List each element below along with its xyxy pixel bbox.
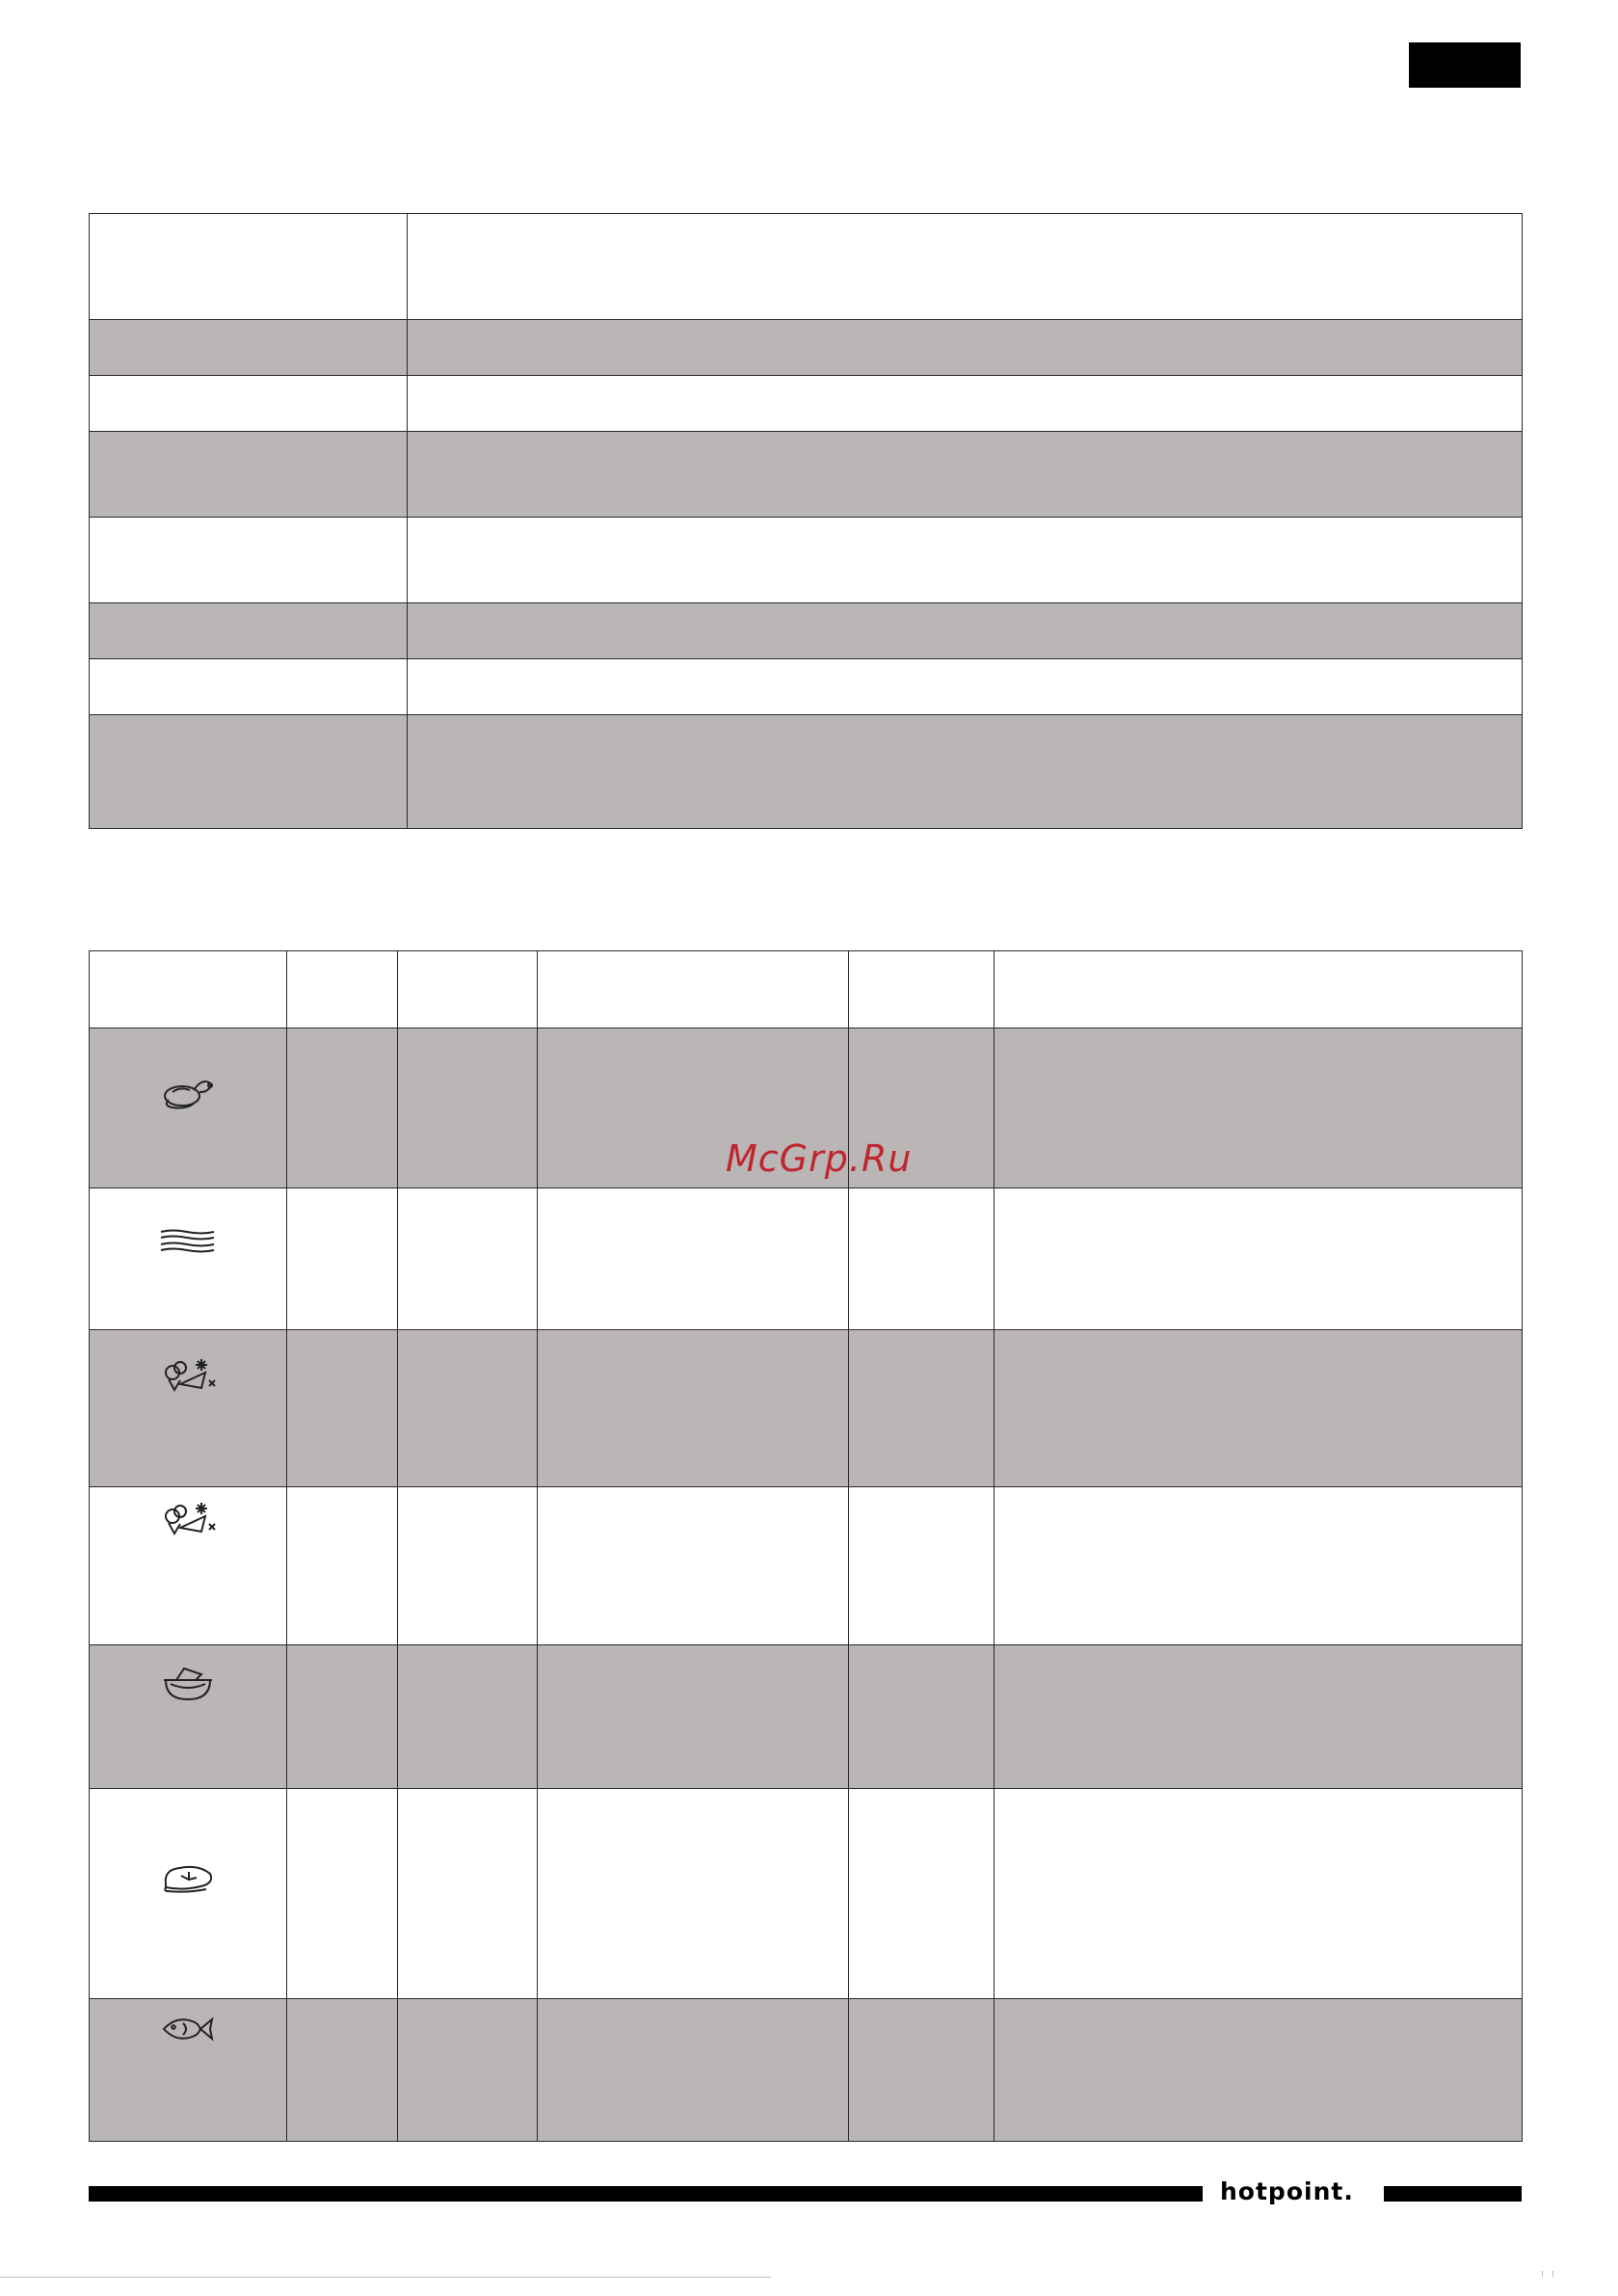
recipe-cell [995,1789,1523,1999]
recipe-row [90,1330,1523,1487]
recipe-cell [398,1028,538,1188]
recipe-cell [398,1188,538,1330]
settings-cell-text [408,603,1523,659]
recipe-cell [538,1188,849,1330]
recipe-icon-cell [90,1330,287,1487]
recipe-cell [287,1330,398,1487]
recipe-cell [398,1645,538,1789]
settings-cell-text [408,518,1523,603]
recipe-cell [398,1487,538,1645]
recipe-cell [849,1999,995,2142]
settings-cell-text [408,320,1523,376]
settings-row [90,518,1523,603]
recipe-cell [398,1330,538,1487]
footer-bar-right [1384,2186,1522,2202]
recipe-cell [287,1028,398,1188]
settings-row [90,320,1523,376]
recipe-cell [995,1487,1523,1645]
settings-cell-label [90,518,408,603]
frozen-vegetables-icon [159,1355,217,1394]
settings-row [90,214,1523,320]
watermark: McGrp.Ru [726,1137,913,1180]
settings-cell-text [408,376,1523,432]
settings-cell-label [90,376,408,432]
header-cell [90,951,287,1028]
recipe-row [90,1999,1523,2142]
recipe-row [90,1645,1523,1789]
recipe-cell [995,1188,1523,1330]
recipe-cell [287,1645,398,1789]
settings-cell-label [90,715,408,829]
recipe-icon-cell [90,1028,287,1188]
recipe-cell [849,1645,995,1789]
recipe-cell [538,1999,849,2142]
bacon-icon [158,1227,218,1256]
recipe-cell [995,1330,1523,1487]
recipe-icon-cell [90,1789,287,1999]
recipe-cell [538,1789,849,1999]
settings-table [89,213,1523,829]
recipe-cell [849,1330,995,1487]
header-cell [398,951,538,1028]
recipe-cell [849,1188,995,1330]
recipe-cell [287,1789,398,1999]
settings-cell-label [90,320,408,376]
recipe-cell [995,1028,1523,1188]
header-cell [287,951,398,1028]
page-edge-rule [0,2277,771,2278]
settings-cell-label [90,603,408,659]
recipe-cell [995,1999,1523,2142]
fish-icon [160,2013,216,2045]
steak-icon [160,1860,216,1893]
header-cell [849,951,995,1028]
settings-row [90,376,1523,432]
settings-cell-label [90,432,408,518]
recipe-icon-cell [90,1645,287,1789]
recipe-cell [995,1645,1523,1789]
recipe-cell [287,1487,398,1645]
settings-cell-text [408,214,1523,320]
settings-cell-label [90,214,408,320]
header-cell [995,951,1523,1028]
settings-cell-text [408,715,1523,829]
recipe-icon-cell [90,1999,287,2142]
recipe-row [90,1188,1523,1330]
recipe-row [90,1789,1523,1999]
settings-row [90,432,1523,518]
recipes-header-row [90,951,1523,1028]
settings-cell-label [90,659,408,715]
recipe-cell [287,1999,398,2142]
recipe-cell [849,1487,995,1645]
casserole-icon [161,1665,215,1703]
settings-cell-text [408,432,1523,518]
recipe-icon-cell [90,1487,287,1645]
recipe-icon-cell [90,1188,287,1330]
header-cell [538,951,849,1028]
footer-bar-left [89,2186,1203,2202]
settings-row [90,715,1523,829]
recipes-table [89,950,1523,2142]
language-tab [1409,42,1521,88]
settings-row [90,603,1523,659]
recipe-cell [538,1330,849,1487]
settings-row [90,659,1523,715]
recipe-cell [538,1487,849,1645]
recipe-cell [849,1789,995,1999]
fresh-vegetables-icon [159,1499,217,1537]
recipe-cell [398,1789,538,1999]
recipe-cell [538,1645,849,1789]
settings-cell-text [408,659,1523,715]
poultry-icon [159,1071,217,1111]
page-edge-mark [1542,2271,1553,2277]
recipe-cell [287,1188,398,1330]
brand-logo: hotpoint. [1220,2177,1354,2205]
recipe-row [90,1487,1523,1645]
recipe-cell [398,1999,538,2142]
